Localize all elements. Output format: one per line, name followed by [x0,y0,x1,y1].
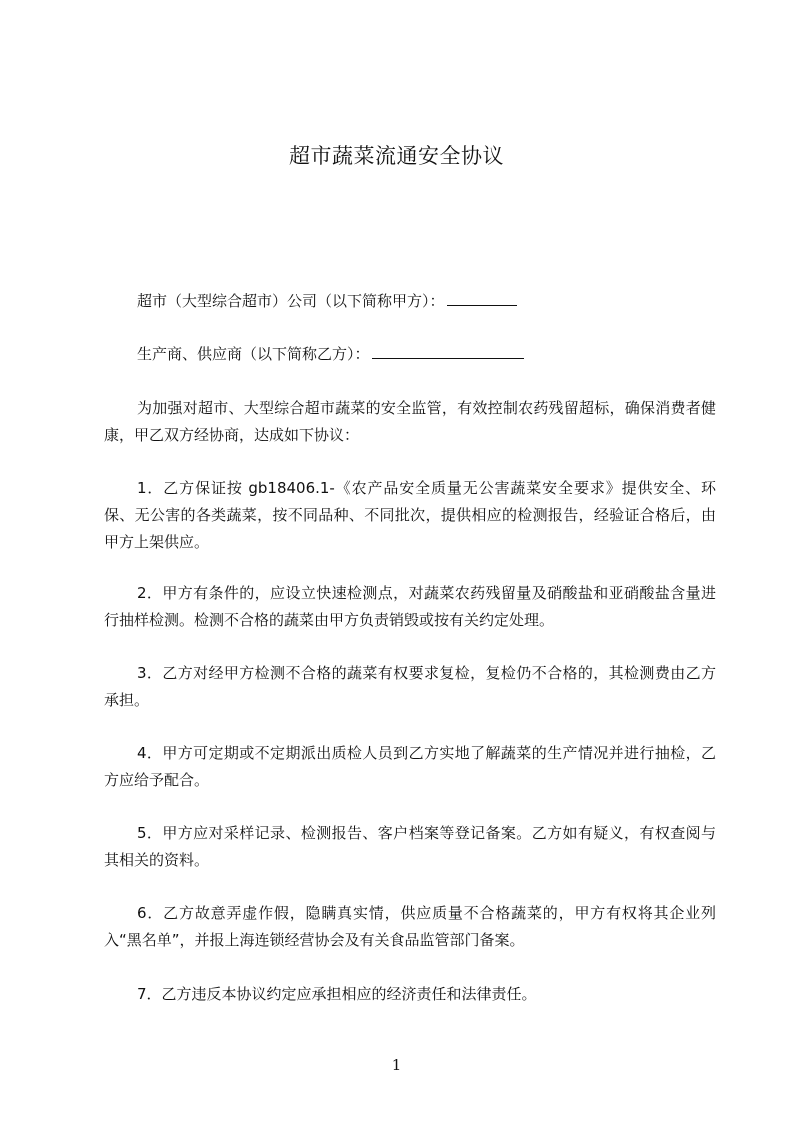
clause-5: 5．甲方应对采样记录、检测报告、客户档案等登记备案。乙方如有疑义，有权查阅与其相关的资料。 [104,824,716,869]
page-number: 1 [391,1056,402,1074]
clause-3: 3．乙方对经甲方检测不合格的蔬菜有权要求复检，复检仍不合格的，其检测费由乙方承担。 [104,664,716,709]
clause-1: 1．乙方保证按 gb18406.1-《农产品安全质量无公害蔬菜安全要求》提供安全、环保、无公害的各类蔬菜，按不同品种、不同批次，提供相应的检测报告，经验证合格后，由甲方上架供应。 [104,479,716,551]
party-a-line [137,290,517,312]
document-title: 超市蔬菜流通安全协议 [289,144,504,168]
clause-4: 4．甲方可定期或不定期派出质检人员到乙方实地了解蔬菜的生产情况并进行抽检，乙方应给予配合。 [104,744,716,789]
clause-2: 2．甲方有条件的，应设立快速检测点，对蔬菜农药残留量及硝酸盐和亚硝酸盐含量进行抽样检测。检测不合格的蔬菜由甲方负责销毁或按有关约定处理。 [104,584,716,629]
party-b-label: 生产商、供应商（以下简称乙方）： [137,345,370,363]
party-b-line [137,343,524,365]
party-a-blank[interactable] [447,291,517,306]
intro-paragraph: 为加强对超市、大型综合超市蔬菜的安全监管，有效控制农药残留超标，确保消费者健康，甲乙双方经协商，达成如下协议： [104,399,716,444]
clause-7: 7．乙方违反本协议约定应承担相应的经济责任和法律责任。 [137,985,537,1003]
party-a-label: 超市（大型综合超市）公司（以下简称甲方）： [137,292,445,310]
clause-6: 6．乙方故意弄虚作假，隐瞒真实情，供应质量不合格蔬菜的，甲方有权将其企业列入“黑名单”，并报上海连锁经营协会及有关食品监管部门备案。 [104,904,716,949]
party-b-blank[interactable] [372,344,524,359]
